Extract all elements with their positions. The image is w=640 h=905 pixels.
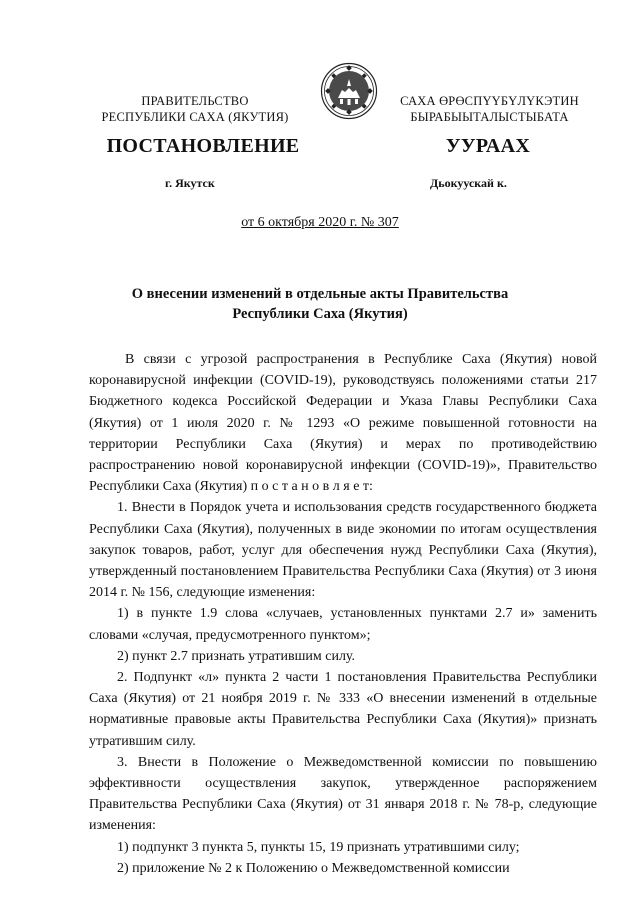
clause-3-item-1: 1) подпункт 3 пункта 5, пункты 15, 19 признать утратившими силу;	[117, 839, 520, 855]
issuer-line-1: ПРАВИТЕЛЬСТВО	[141, 94, 249, 108]
issuer-line-1-sakha: САХА ӨРӨСПҮҮБҮЛҮКЭТИН	[400, 94, 579, 108]
city-russian: г. Якутск	[165, 176, 215, 190]
document-type-sakha: УУРААХ	[445, 135, 531, 157]
document-date-number: от 6 октября 2020 г. № 307	[241, 215, 399, 230]
document-body	[89, 349, 597, 879]
clause-3-item-2: 2) приложение № 2 к Положению о Межведомственной комиссии	[117, 860, 510, 876]
subject-line-2: Республики Саха (Якутия)	[232, 306, 408, 322]
clause-1-item-2: 2) пункт 2.7 признать утратившим силу.	[117, 648, 356, 664]
issuer-line-2-sakha: БЫРАБЫЫТАЛЫСТЫБАТА	[410, 110, 569, 124]
clause-1-item-1: 1) в пункте 1.9 слова «случаев, установленных пунктами 2.7 и» заменить словами «случая, предусмотренного пунктом»;	[89, 606, 597, 643]
preamble-paragraph: В связи с угрозой распространения в Республике Саха (Якутия) новой коронавирусной инфекции (COVID-19), руководствуясь положениями статьи 217 Бюджетного кодекса Российской Федерации и Указа Главы Республики Саха (Якутия) от 1 июля 2020 г. № 1293 «О режиме повышенной готовности на территории Республики Саха (Якутия) и мерах по противодействию распространению новой коронавирусной инфекции (COVID-19)», Правительство Республики Саха (Якутия) п о с т а н о в л я е т:	[89, 352, 597, 495]
city-sakha: Дьокуускай к.	[430, 176, 507, 190]
document-subject	[120, 284, 520, 324]
issuer-line-2: РЕСПУБЛИКИ САХА (ЯКУТИЯ)	[101, 110, 289, 124]
sakha-coat-of-arms-icon	[320, 62, 378, 120]
clause-3-paragraph: 3. Внести в Положение о Межведомственной комиссии по повышению эффективности осуществления закупок, утвержденное распоряжением Правительства Республики Саха (Якутия) от 31 января 2018 г. № 78-р, следующие изменения:	[89, 754, 597, 834]
issuer-name-sakha	[382, 93, 597, 125]
document-type-russian: ПОСТАНОВЛЕНИЕ	[106, 135, 300, 157]
clause-2-paragraph: 2. Подпункт «л» пункта 2 части 1 постановления Правительства Республики Саха (Якутия) от 21 ноября 2019 г. № 333 «О внесении изменений в отдельные нормативные правовые акты Правительства Республики Саха (Якутия)» признать утратившим силу.	[89, 670, 597, 749]
clause-1-paragraph: 1. Внести в Порядок учета и использования средств государственного бюджета Республики Саха (Якутия), полученных в виде экономии по итогам осуществления закупок товаров, работ, услуг для обеспечения нужд Республики Саха (Якутия), утвержденный постановлением Правительства Республики Саха (Якутия) от 3 июня 2014 г. № 156, следующие изменения:	[89, 500, 597, 601]
subject-line-1: О внесении изменений в отдельные акты Правительства	[131, 286, 509, 302]
issuer-name-russian	[100, 93, 290, 125]
